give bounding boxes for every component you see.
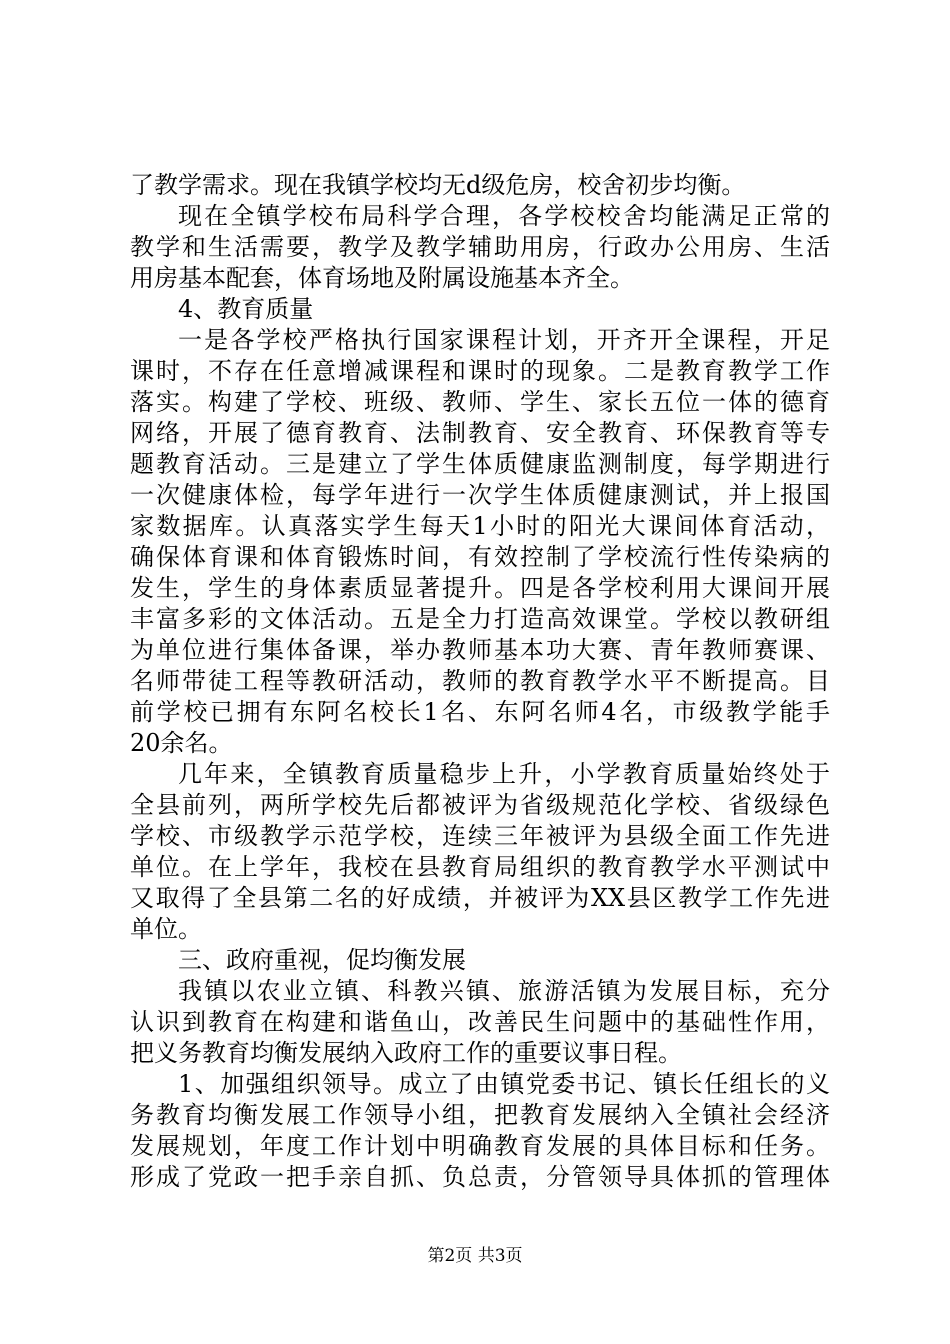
text-line: 学校、市级教学示范学校，连续三年被评为县级全面工作先进 bbox=[130, 822, 830, 850]
text-line: 全县前列，两所学校先后都被评为省级规范化学校、省级绿色 bbox=[130, 791, 830, 819]
text-line: 又取得了全县第二名的好成绩，并被评为XX县区教学工作先进 bbox=[130, 884, 830, 912]
text-line: 发展规划，年度工作计划中明确教育发展的具体目标和任务。 bbox=[130, 1132, 830, 1160]
text-line: 确保体育课和体育锻炼时间，有效控制了学校流行性传染病的 bbox=[130, 543, 830, 571]
text-line: 了教学需求。现在我镇学校均无d级危房，校舍初步均衡。 bbox=[130, 171, 746, 199]
text-line: 单位。 bbox=[130, 915, 202, 943]
text-line: 落实。构建了学校、班级、教师、学生、家长五位一体的德育 bbox=[130, 388, 830, 416]
text-line: 前学校已拥有东阿名校长1名、东阿名师4名，市级教学能手 bbox=[130, 698, 830, 726]
text-line: 一是各学校严格执行国家课程计划，开齐开全课程，开足 bbox=[178, 326, 830, 354]
text-line: 一次健康体检，每学年进行一次学生体质健康测试，并上报国 bbox=[130, 481, 830, 509]
text-line: 名师带徒工程等教研活动，教师的教育教学水平不断提高。目 bbox=[130, 667, 830, 695]
section-heading: 4、教育质量 bbox=[178, 295, 314, 323]
text-line: 课时，不存在任意增减课程和课时的现象。二是教育教学工作 bbox=[130, 357, 830, 385]
text-line: 家数据库。认真落实学生每天1小时的阳光大课间体育活动， bbox=[130, 512, 830, 540]
text-line: 把义务教育均衡发展纳入政府工作的重要议事日程。 bbox=[130, 1039, 682, 1067]
section-heading: 三、政府重视，促均衡发展 bbox=[178, 946, 466, 974]
text-line: 题教育活动。三是建立了学生体质健康监测制度，每学期进行 bbox=[130, 450, 830, 478]
text-line: 1、加强组织领导。成立了由镇党委书记、镇长任组长的义 bbox=[178, 1070, 830, 1098]
text-line: 为单位进行集体备课，举办教师基本功大赛、青年教师赛课、 bbox=[130, 636, 830, 664]
text-line: 几年来，全镇教育质量稳步上升，小学教育质量始终处于 bbox=[178, 760, 830, 788]
text-line: 认识到教育在构建和谐鱼山，改善民生问题中的基础性作用， bbox=[130, 1008, 830, 1036]
text-line: 20余名。 bbox=[130, 729, 233, 757]
text-line: 务教育均衡发展工作领导小组，把教育发展纳入全镇社会经济 bbox=[130, 1101, 830, 1129]
text-line: 现在全镇学校布局科学合理，各学校校舍均能满足正常的 bbox=[178, 202, 830, 230]
text-line: 单位。在上学年，我校在县教育局组织的教育教学水平测试中 bbox=[130, 853, 830, 881]
text-line: 形成了党政一把手亲自抓、负总责，分管领导具体抓的管理体 bbox=[130, 1163, 830, 1191]
document-body bbox=[130, 170, 830, 1193]
text-line: 丰富多彩的文体活动。五是全力打造高效课堂。学校以教研组 bbox=[130, 605, 830, 633]
text-line: 我镇以农业立镇、科教兴镇、旅游活镇为发展目标，充分 bbox=[178, 977, 830, 1005]
text-line: 网络，开展了德育教育、法制教育、安全教育、环保教育等专 bbox=[130, 419, 830, 447]
page-number-footer: 第2页 共3页 bbox=[427, 1246, 523, 1266]
text-line: 发生，学生的身体素质显著提升。四是各学校利用大课间开展 bbox=[130, 574, 830, 602]
text-line: 教学和生活需要，教学及教学辅助用房，行政办公用房、生活 bbox=[130, 233, 830, 261]
text-line: 用房基本配套，体育场地及附属设施基本齐全。 bbox=[130, 264, 634, 292]
